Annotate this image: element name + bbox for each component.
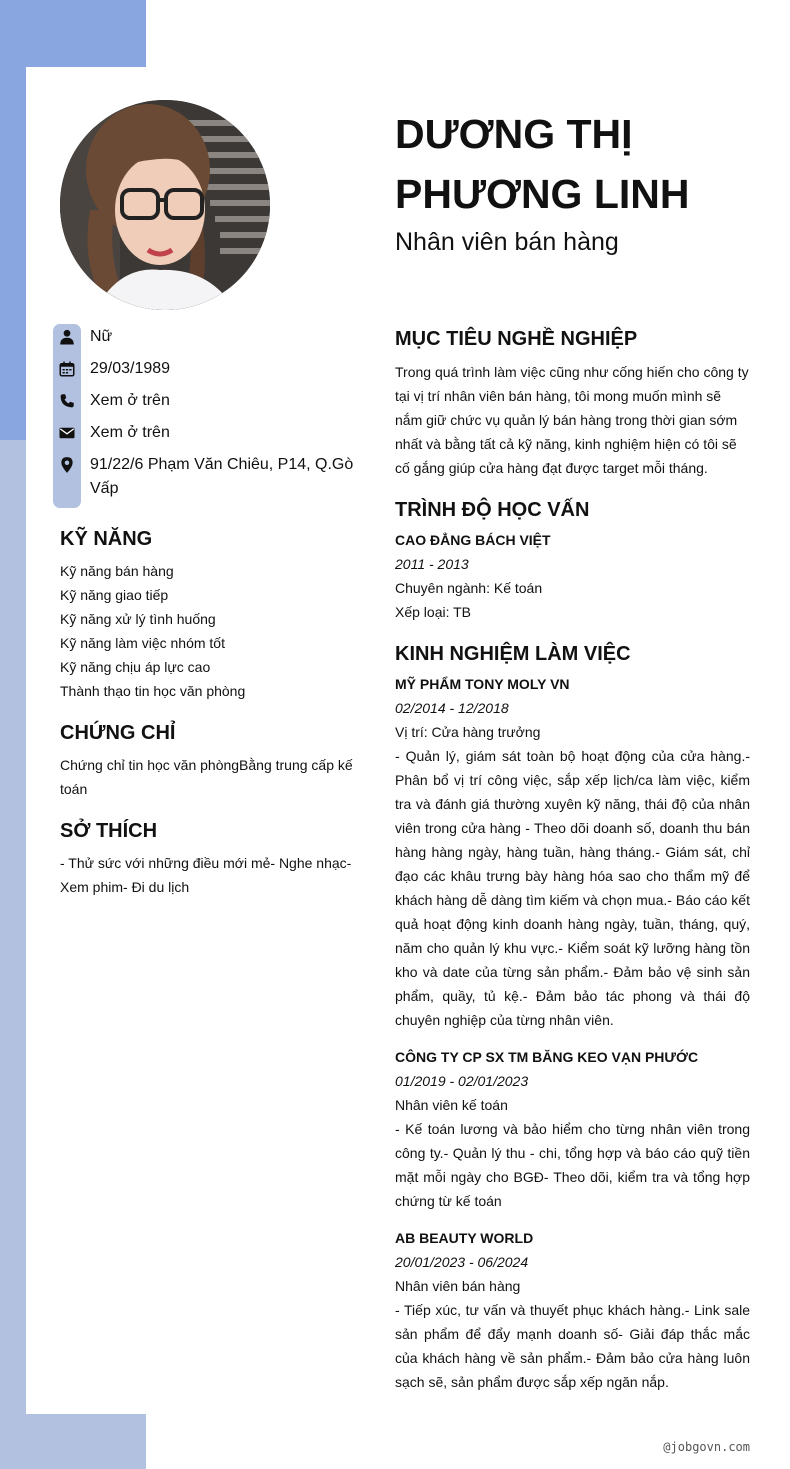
- hobbies-heading: SỞ THÍCH: [60, 820, 158, 842]
- contact-gender: [58, 324, 358, 356]
- calendar-icon: [58, 360, 76, 378]
- job-period: 20/01/2023 - 06/2024: [395, 1254, 529, 1270]
- contact-text: 91/22/6 Phạm Văn Chiêu, P14, Q.Gò Vấp: [90, 456, 354, 497]
- job-company: MỸ PHẨM TONY MOLY VN: [395, 676, 570, 692]
- education-heading: TRÌNH ĐỘ HỌC VẤN: [395, 499, 590, 521]
- certificates-heading: CHỨNG CHỈ: [60, 722, 176, 744]
- name-line-1: DƯƠNG THỊ: [395, 111, 633, 157]
- job-description: - Tiếp xúc, tư vấn và thuyết phục khách hàng.- Link sale sản phẩm để đẩy mạnh doanh số- Giải đáp thắc mắc của khách hàng về sản phẩm.- Đảm bảo cửa hàng luôn sạch sẽ, sản phẩm được sắp xếp ngăn nắp.: [395, 1302, 750, 1390]
- school-name: CAO ĐẲNG BÁCH VIỆT: [395, 532, 551, 548]
- list-item: Kỹ năng làm việc nhóm tốt: [60, 635, 225, 651]
- contact-text: Xem ở trên: [90, 392, 170, 409]
- job-position: Nhân viên bán hàng: [395, 1278, 521, 1294]
- job-company: CÔNG TY CP SX TM BĂNG KEO VẠN PHƯỚC: [395, 1049, 699, 1065]
- education-grade: Xếp loại: TB: [395, 604, 472, 620]
- mail-icon: [58, 424, 76, 442]
- objective-text: Trong quá trình làm việc cũng như cống hiến cho công ty tại vị trí nhân viên bán hàng, tôi mong muốn mình sẽ nắm giữ chức vụ quản lý bán hàng trong thời gian sớm nhất và bằng tất cả kỹ năng, kinh nghiệm hiện có tôi sẽ cố gắng giúp cửa hàng đạt được target mỗi tháng.: [395, 364, 749, 476]
- contact-text: Nữ: [90, 328, 113, 345]
- skills-heading: KỸ NĂNG: [60, 528, 153, 550]
- list-item: Kỹ năng giao tiếp: [60, 587, 169, 603]
- phone-icon: [58, 392, 76, 410]
- education-period: 2011 - 2013: [395, 556, 469, 572]
- job-description: - Kế toán lương và bảo hiểm cho từng nhân viên trong công ty.- Quản lý thu - chi, tổng hợp và báo cáo quỹ tiền mặt mỗi ngày cho BGĐ- Theo dõi, kiểm tra và tổng hợp chứng từ kế toán: [395, 1121, 750, 1209]
- job-entry: [395, 1226, 750, 1394]
- certificates-text: Chứng chỉ tin học văn phòngBằng trung cấp kế toán: [60, 757, 353, 797]
- name-line-2: PHƯƠNG LINH: [395, 171, 690, 217]
- candidate-name: [395, 104, 775, 224]
- job-position: Vị trí: Cửa hàng trưởng: [395, 724, 541, 740]
- profile-photo: [60, 100, 270, 310]
- list-item: Kỹ năng xử lý tình huống: [60, 611, 216, 627]
- list-item: Thành thạo tin học văn phòng: [60, 683, 246, 699]
- contact-birthday: [58, 356, 358, 388]
- job-company: AB BEAUTY WORLD: [395, 1230, 534, 1246]
- contact-text: 29/03/1989: [90, 360, 171, 377]
- location-pin-icon: [58, 456, 76, 474]
- job-position: Nhân viên kế toán: [395, 1097, 508, 1113]
- skills-list: [60, 559, 360, 703]
- contact-text: Xem ở trên: [90, 424, 170, 441]
- job-period: 01/2019 - 02/01/2023: [395, 1073, 529, 1089]
- objective-heading: MỤC TIÊU NGHỀ NGHIỆP: [395, 328, 638, 350]
- person-icon: [58, 328, 76, 346]
- job-description: - Quản lý, giám sát toàn bộ hoạt động của cửa hàng.- Phân bổ vị trí công việc, sắp xếp lịch/ca làm việc, kiểm tra và đánh giá thường xuyên kỹ năng, thái độ của nhân viên trong cửa hàng - Theo dõi doanh số, doanh thu bán hàng hàng ngày, hàng tuần, hàng tháng.- Giám sát, chỉ đạo các khâu trưng bày hàng hóa sao cho thẩm mỹ để khách hàng dễ dàng tìm kiếm và chọn mua.- Báo cáo kết quả hoạt động kinh doanh hàng ngày, tuần, tháng, quý, năm cho quản lý khu vực.- Kiểm soát kỹ lưỡng hàng tồn kho và date của từng sản phẩm.- Đảm bảo vệ sinh sản phẩm, quầy, tủ kệ.- Đảm bảo tác phong và thái độ chuyên nghiệp của từng nhân viên.: [395, 748, 750, 1028]
- contact-list: [58, 324, 358, 501]
- education-entry: [395, 528, 750, 624]
- education-major: Chuyên ngành: Kế toán: [395, 580, 543, 596]
- job-entry: [395, 1045, 750, 1213]
- contact-email: [58, 420, 358, 452]
- list-item: Kỹ năng chịu áp lực cao: [60, 659, 211, 675]
- experience-heading: KINH NGHIỆM LÀM VIỆC: [395, 643, 631, 665]
- hobbies-text: - Thử sức với những điều mới mẻ- Nghe nhạc- Xem phim- Đi du lịch: [60, 855, 352, 895]
- footer-watermark: @jobgovn.com: [663, 1440, 750, 1454]
- job-entry: [395, 672, 750, 1032]
- candidate-role: Nhân viên bán hàng: [395, 228, 619, 256]
- job-period: 02/2014 - 12/2018: [395, 700, 509, 716]
- list-item: Kỹ năng bán hàng: [60, 563, 174, 579]
- contact-phone: [58, 388, 358, 420]
- contact-address: [58, 452, 358, 501]
